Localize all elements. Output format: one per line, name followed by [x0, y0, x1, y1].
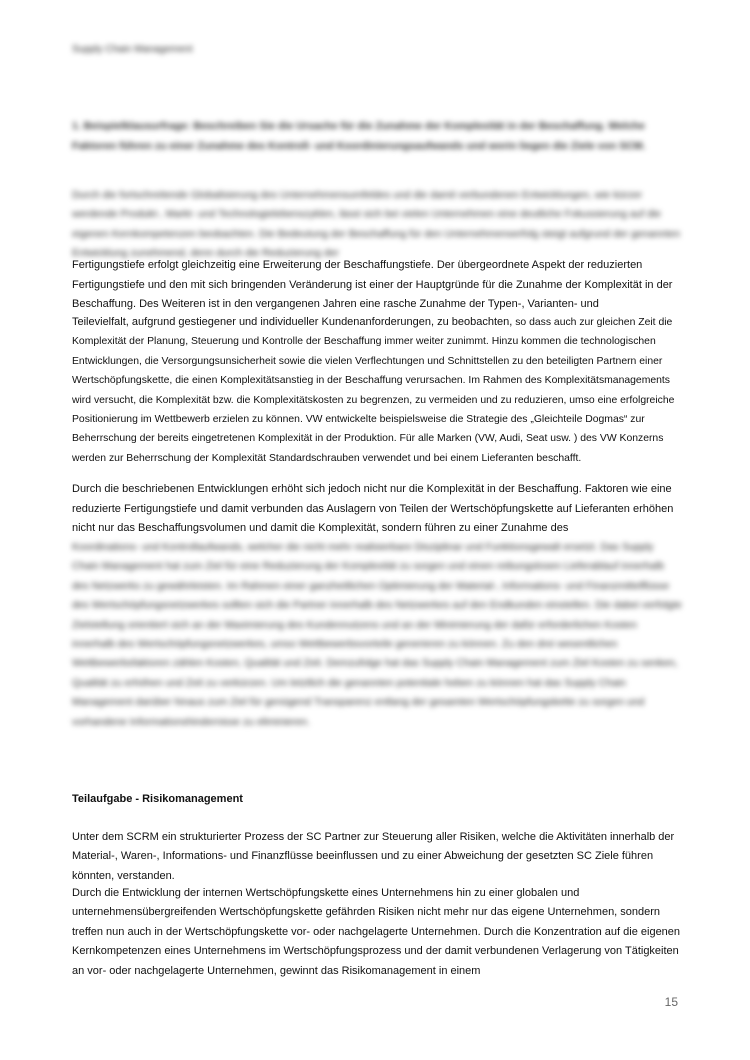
paragraph-3-lead: Teilevielfalt, aufgrund gestiegener und individueller Kundenanforderungen, zu beobachten,	[72, 316, 513, 328]
paragraph-3	[72, 313, 682, 468]
paragraph-blurred-1: Durch die fortschreitende Globalisierung des Unternehmensumfeldes und die damit verbundenen Entwicklungen, wie kürzer werdende Produkt-, Markt- und Technologielebenszyklen, lässt sich bei vielen Unternehmen eine deutliche Fokussierung auf die eigenen Kernkompetenzen beobachten. Die Bedeutung der Beschaffung für den Unternehmenserfolg steigt aufgrund der genannten Entwicklung zunehmend, denn durch die Reduzierung der	[72, 190, 681, 260]
paragraph-4: Durch die beschriebenen Entwicklungen erhöht sich jedoch nicht nur die Komplexität in der Beschaffung. Faktoren wie eine reduzierte Fertigungstiefe und damit verbunden das Auslagern von Teilen der Wertschöpfungskette auf Lieferanten erhöhen nicht nur das Beschaffungsvolumen und damit die Komplexität, sondern führen zu einer Zunahme des	[72, 483, 674, 535]
running-header: Supply Chain Management	[72, 44, 193, 55]
paragraph-blurred-5: Koordinations- und Kontrollaufwands, welcher die nicht mehr realisierbare Disziplinar und Funktionsgewalt ersetzt. Das Supply Chain Management hat zum Ziel für eine Reduzierung der Komplexität zu sorgen und einen reibungslosen Lieferablauf innerhalb des Netzwerks zu gewährleisten. Im Rahmen einer ganzheitlichen Optimierung der Material-, Informations- und Finanzmittelflüsse des Wertschöpfungsnetzwerkes sollten sich die Partner innerhalb des Netzwerkes auf den Endkunden einstellen. Die dabei verfolgte Zielstellung orientiert sich an der Maximierung des Kundennutzens und an der Minimierung der dafür erforderlichen Kosten innerhalb des Wertschöpfungsnetzwerkes, umso Wettbewerbsvorteile generieren zu können. Zu den drei wesentlichen Wettbewerbsfaktoren zählen Kosten, Qualität und Zeit. Demzufolge hat das Supply Chain Management zum Ziel Kosten zu senken, Qualität zu erhöhen und Zeit zu verkürzen. Um letztlich die genannten potentiale heben zu können hat das Supply Chain Management darüber hinaus zum Ziel für genügend Transparenz entlang der gesamten Wertschöpfungskette zu sorgen und vorhandene Informationshindernisse zu eliminieren.	[72, 542, 682, 728]
paragraph-2: Fertigungstiefe erfolgt gleichzeitig eine Erweiterung der Beschaffungstiefe. Der übergeordnete Aspekt der reduzierten Fertigungstiefe und den mit sich bringenden Veränderung ist einer der Hauptgründe für die Zunahme der Komplexität in der Beschaffung. Des Weiteren ist in den vergangenen Jahren eine rasche Zunahme der Typen-, Varianten- und	[72, 259, 673, 311]
paragraph-6: Unter dem SCRM ein strukturierter Prozess der SC Partner zur Steuerung aller Risiken, welche die Aktivitäten innerhalb der Material-, Waren-, Informations- und Finanzflüsse beeinflussen und zu einer Abweichung der gesetzten SC Ziele führen könnten, verstanden.	[72, 831, 675, 882]
paragraph-3-rest: so dass auch zur gleichen Zeit die Komplexität der Planung, Steuerung und Kontrolle der Beschaffung immer weiter zunimmt. Hinzu kommen die technologischen Entwicklungen, die Versorgungsunsicherheit sowie die vielen Verflechtungen und Schnittstellen zu den beteiligten Partnern einer Wertschöpfungskette, die einen Komplexitätsanstieg in der Beschaffung verursachen. Im Rahmen des Komplexitätsmanagements wird versucht, die Komplexität bzw. die Komplexitätskosten zu begrenzen, zu vermeiden und zu reduzieren, umso eine erfolgreiche Positionierung im Wettbewerb erzielen zu können. VW entwickelte beispielsweise die Strategie des „Gleichteile Dogmas“ zur Beherrschung der bereits eingetretenen Komplexität in der Produktion. Für alle Marken (VW, Audi, Seat usw. ) des VW Konzerns werden zur Beherrschung der Komplexität Standardschrauben verwendet und bei einem Lieferanten beschafft.	[72, 317, 675, 464]
task-heading: 1. Beispielklausurfrage: Beschreiben Sie die Ursache für die Zunahme der Komplexität in der Beschaffung. Welche Faktoren führen zu einer Zunahme des Kontroll- und Koordinierungsaufwands und worin liegen die Ziele von SCM.	[72, 120, 646, 152]
paragraph-7: Durch die Entwicklung der internen Wertschöpfungskette eines Unternehmens hin zu einer globalen und unternehmensübergreifenden Wertschöpfungskette gefährden Risiken nicht mehr nur das eigene Unternehmen, sondern treffen nun auch in der Wertschöpfungskette vor- oder nachgelagerte Unternehmen. Durch die Konzentration auf die eigenen Kernkompetenzen eines Unternehmens im Wertschöpfungsprozess und der damit verbundenen Verlagerung von Tätigkeiten an vor- oder nachgelagerte Unternehmen, gewinnt das Risikomanagement in einem	[72, 887, 681, 977]
section-subheading: Teilaufgabe - Risikomanagement	[72, 793, 243, 805]
page-number: 15	[664, 995, 678, 1009]
